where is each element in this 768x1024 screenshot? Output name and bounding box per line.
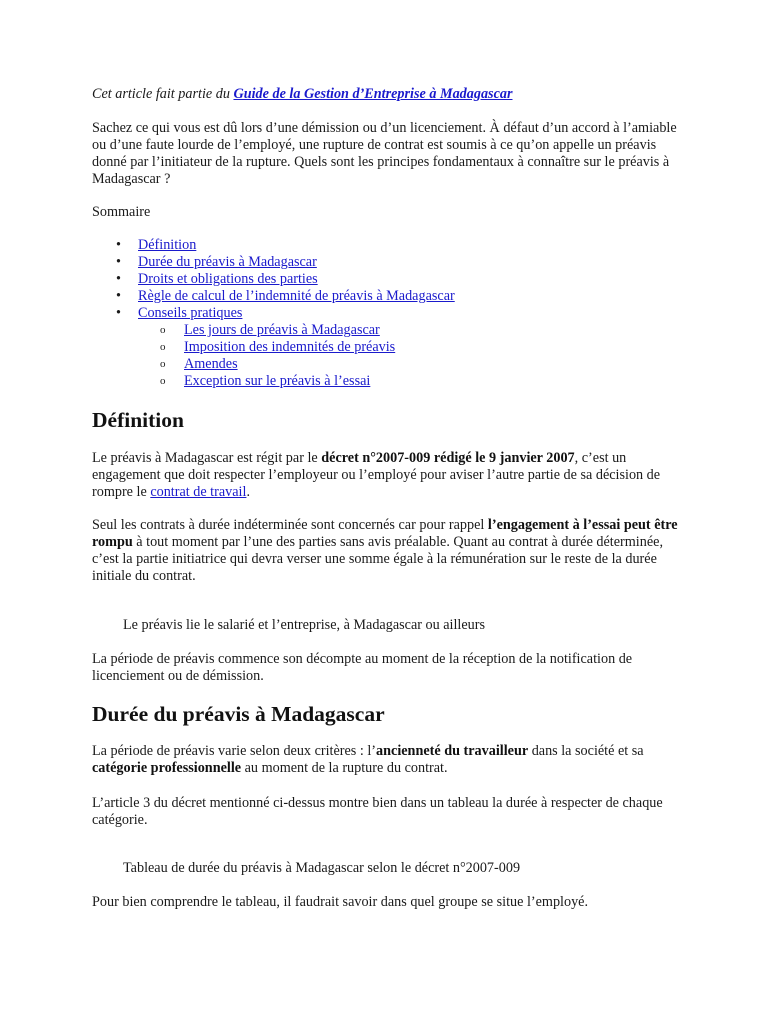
image-caption-2: Tableau de durée du préavis à Madagascar selon le décret n°2007-009	[123, 860, 521, 876]
bullet-icon: •	[116, 237, 121, 253]
toc-item	[92, 271, 688, 288]
circle-bullet-icon: o	[160, 375, 166, 387]
text-span: .	[246, 484, 250, 500]
toc-link-amendes[interactable]: Amendes	[184, 356, 238, 372]
toc-subitem	[92, 322, 688, 339]
toc-item	[92, 305, 688, 322]
text-span: Seul les contrats à durée indéterminée sont concernés car pour rappel	[92, 517, 488, 533]
circle-bullet-icon: o	[160, 341, 166, 353]
toc-link-definition[interactable]: Définition	[138, 237, 197, 253]
toc-subitem	[92, 373, 688, 390]
definition-paragraph-3: La période de préavis commence son décompte au moment de la réception de la notification de licenciement ou de démission.	[92, 651, 633, 684]
bold-anciennete: ancienneté du travailleur	[376, 743, 529, 759]
bold-decret: décret n°2007-009 rédigé le 9 janvier 2007	[321, 450, 575, 466]
toc-link-jours[interactable]: Les jours de préavis à Madagascar	[184, 322, 380, 338]
toc-item	[92, 237, 688, 254]
bold-categorie: catégorie professionnelle	[92, 760, 242, 776]
toc-item	[92, 288, 688, 305]
bullet-icon: •	[116, 254, 121, 270]
text-span: Le préavis à Madagascar est régit par le	[92, 450, 322, 466]
text-span: La période de préavis varie selon deux critères : l’	[92, 743, 377, 759]
duree-paragraph-3: Pour bien comprendre le tableau, il faudrait savoir dans quel groupe se situe l’employé.	[92, 894, 589, 910]
bullet-icon: •	[116, 271, 121, 287]
intro-paragraph: Sachez ce qui vous est dû lors d’une démission ou d’un licenciement. À défaut d’un accord à l’amiable ou d’une faute lourde de l’employé, une rupture de contrat est soumis à ce qu’on appelle un préavis donné par l’initiateur de la rupture. Quels sont les principes fondamentaux à connaître sur le préavis à Madagascar ?	[92, 120, 677, 187]
definition-paragraph-1	[92, 450, 688, 501]
text-span: , c’est un engagement que doit respecter l’employeur ou l’employé pour aviser l’autre partie de sa décision de rompre le	[92, 450, 661, 500]
sommaire-label: Sommaire	[92, 204, 151, 220]
text-span: dans la société et sa	[528, 743, 644, 759]
heading-duree: Durée du préavis à Madagascar	[92, 702, 385, 726]
toc-link-imposition[interactable]: Imposition des indemnités de préavis	[184, 339, 396, 355]
text-span: à tout moment par l’une des parties sans avis préalable. Quant au contrat à durée déterminée, c’est la partie initiatrice qui devra verser une somme égale à la rémunération sur le reste de la durée initiale du contrat.	[92, 534, 663, 584]
intro-line	[92, 86, 688, 103]
bullet-icon: •	[116, 305, 121, 321]
circle-bullet-icon: o	[160, 324, 166, 336]
text-span: au moment de la rupture du contrat.	[241, 760, 448, 776]
duree-paragraph-2: L’article 3 du décret mentionné ci-dessus montre bien dans un tableau la durée à respecter de chaque catégorie.	[92, 795, 663, 828]
image-caption-1: Le préavis lie le salarié et l’entreprise, à Madagascar ou ailleurs	[123, 617, 486, 633]
definition-paragraph-2	[92, 517, 688, 585]
toc-subitem	[92, 356, 688, 373]
guide-link[interactable]: Guide de la Gestion d’Entreprise à Madagascar	[233, 86, 513, 102]
intro-prefix: Cet article fait partie du	[92, 86, 234, 102]
toc-link-regle-calcul[interactable]: Règle de calcul de l’indemnité de préavis à Madagascar	[138, 288, 455, 304]
bold-engagement: l’engagement à l’essai peut être rompu	[92, 517, 678, 550]
toc-subitem	[92, 339, 688, 356]
toc-link-conseils[interactable]: Conseils pratiques	[138, 305, 243, 321]
duree-paragraph-1	[92, 743, 688, 777]
toc-link-duree[interactable]: Durée du préavis à Madagascar	[138, 254, 317, 270]
table-of-contents	[92, 237, 688, 390]
circle-bullet-icon: o	[160, 358, 166, 370]
toc-link-droits[interactable]: Droits et obligations des parties	[138, 271, 318, 287]
bullet-icon: •	[116, 288, 121, 304]
contrat-link[interactable]: contrat de travail	[150, 484, 247, 500]
toc-link-exception[interactable]: Exception sur le préavis à l’essai	[184, 373, 371, 389]
heading-definition: Définition	[92, 408, 184, 432]
toc-item	[92, 254, 688, 271]
